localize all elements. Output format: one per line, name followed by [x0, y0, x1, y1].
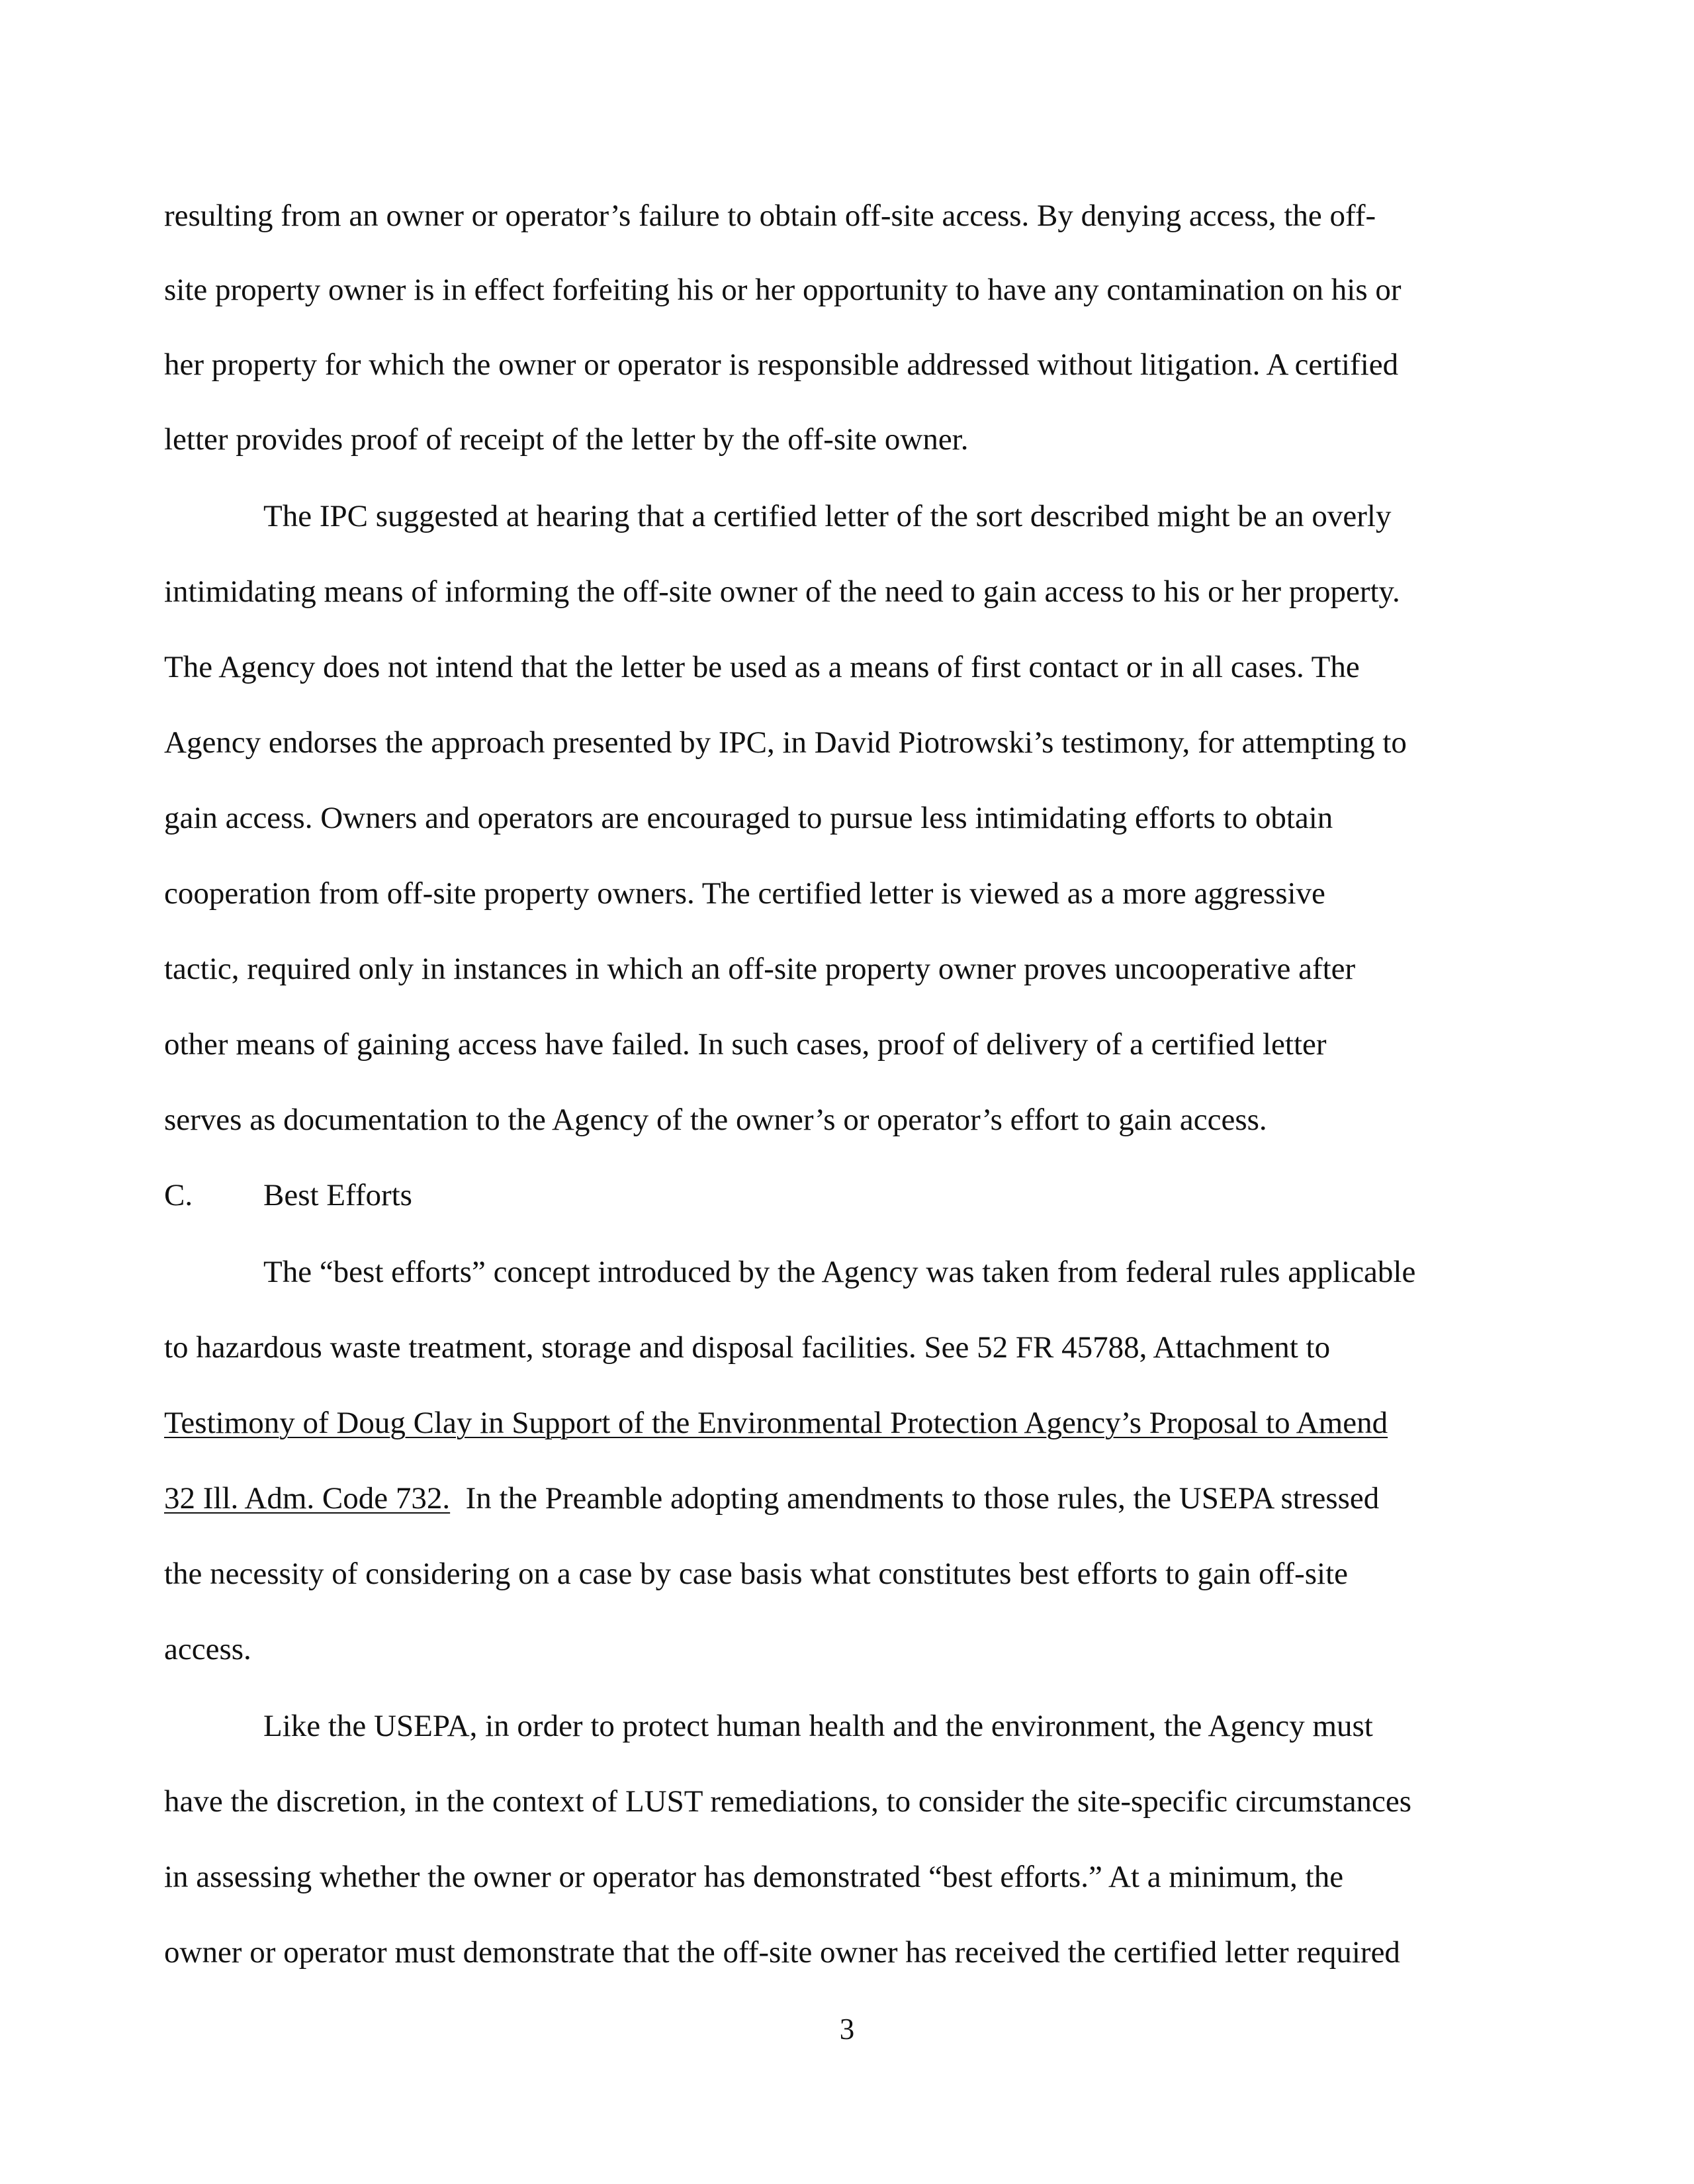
cited-code-reference: 32 Ill. Adm. Code 732. [164, 1481, 451, 1516]
page-number: 3 [839, 2013, 855, 2046]
paragraph-2-line-4: Agency endorses the approach presented by IPC, in David Piotrowski’s testimony, for attempting to [164, 725, 1407, 760]
paragraph-4-line-3: in assessing whether the owner or operator has demonstrated “best efforts.” At a minimum, the [164, 1860, 1344, 1894]
paragraph-3-line-2: to hazardous waste treatment, storage and disposal facilities. See 52 FR 45788, Attachment to [164, 1330, 1331, 1365]
paragraph-1-line-2: site property owner is in effect forfeiting his or her opportunity to have any contamination on his or [164, 273, 1402, 307]
paragraph-1-line-3: her property for which the owner or operator is responsible addressed without litigation. A certified [164, 347, 1399, 382]
paragraph-3-line-5: the necessity of considering on a case by case basis what constitutes best efforts to gain off-site [164, 1557, 1349, 1591]
paragraph-2-line-7: tactic, required only in instances in which an off-site property owner proves uncooperative after [164, 952, 1356, 986]
cited-testimony-title: Testimony of Doug Clay in Support of the Environmental Protection Agency’s Proposal to Amend [164, 1406, 1388, 1440]
paragraph-3-line-4 [164, 1480, 1379, 1517]
paragraph-2-line-8: other means of gaining access have failed. In such cases, proof of delivery of a certified letter [164, 1027, 1327, 1062]
section-c-title: Best Efforts [263, 1178, 412, 1212]
paragraph-1-line-1: resulting from an owner or operator’s failure to obtain off-site access. By denying access, the off- [164, 199, 1376, 233]
paragraph-2-line-5: gain access. Owners and operators are encouraged to pursue less intimidating efforts to obtain [164, 801, 1333, 835]
section-c-letter: C. [164, 1178, 193, 1212]
paragraph-3-line-3 [164, 1404, 1388, 1441]
paragraph-2-line-2: intimidating means of informing the off-site owner of the need to gain access to his or her property. [164, 574, 1400, 609]
paragraph-3-line-1: The “best efforts” concept introduced by the Agency was taken from federal rules applicable [263, 1255, 1416, 1289]
paragraph-2-line-3: The Agency does not intend that the letter be used as a means of first contact or in all cases. The [164, 650, 1360, 684]
paragraph-2-line-1: The IPC suggested at hearing that a certified letter of the sort described might be an overly [263, 499, 1392, 533]
paragraph-2-line-9: serves as documentation to the Agency of the owner’s or operator’s effort to gain access. [164, 1103, 1267, 1137]
paragraph-1-line-4: letter provides proof of receipt of the letter by the off-site owner. [164, 422, 969, 457]
paragraph-3-line-4-rest: In the Preamble adopting amendments to those rules, the USEPA stressed [450, 1481, 1380, 1516]
paragraph-2-line-6: cooperation from off-site property owners. The certified letter is viewed as a more aggressive [164, 876, 1325, 911]
paragraph-4-line-1: Like the USEPA, in order to protect human health and the environment, the Agency must [263, 1709, 1373, 1743]
paragraph-4-line-4: owner or operator must demonstrate that the off-site owner has received the certified letter required [164, 1935, 1400, 1970]
paragraph-3-line-6: access. [164, 1632, 251, 1666]
paragraph-4-line-2: have the discretion, in the context of LUST remediations, to consider the site-specific circumstances [164, 1784, 1412, 1819]
